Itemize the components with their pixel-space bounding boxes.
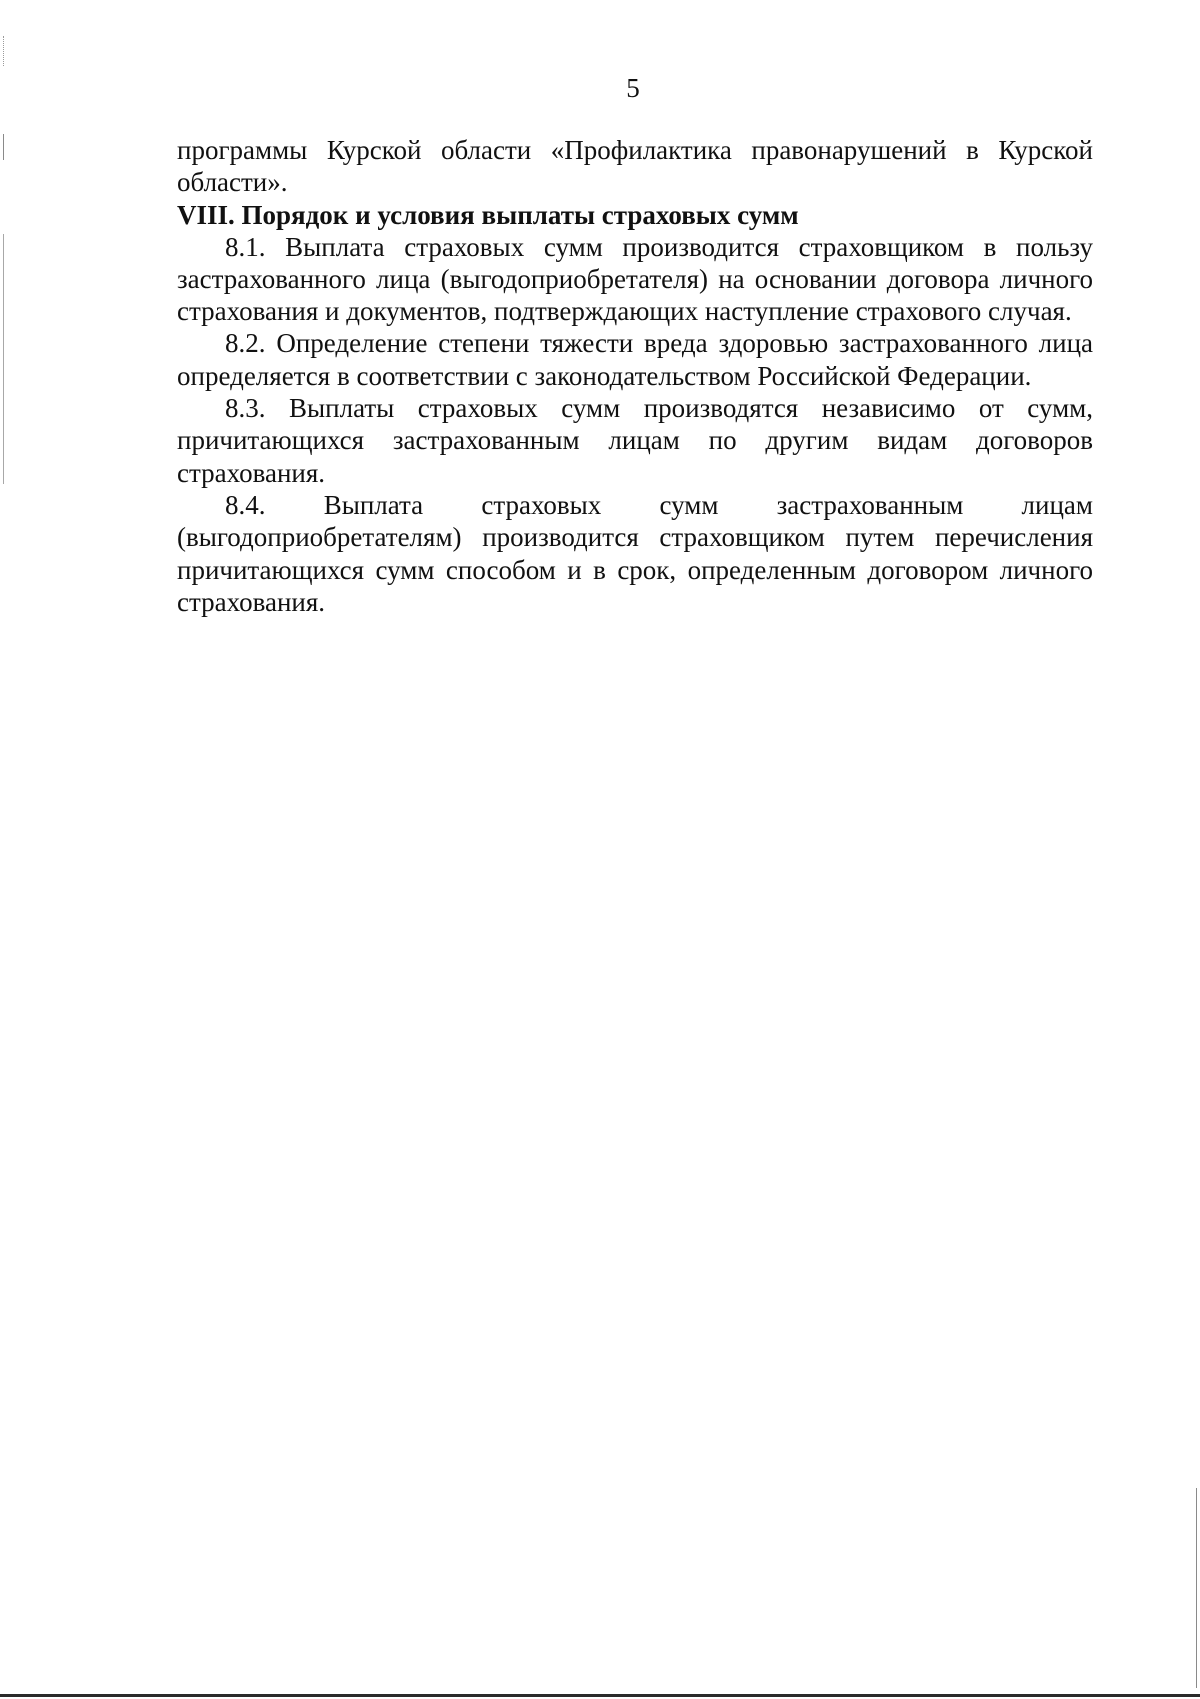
scan-edge-bottom (0, 1694, 1200, 1697)
paragraph-8-4: 8.4. Выплата страховых сумм застрахованным лицам (выгодоприобретателям) производится страховщиком путем перечисления причитающихся сумм способом и в срок, определенным договором личного страхования. (177, 489, 1093, 617)
paragraph-8-2: 8.2. Определение степени тяжести вреда здоровью застрахованного лица определяется в соответствии с законодательством Российской Федерации. (177, 328, 1093, 391)
paragraph-8-1: 8.1. Выплата страховых сумм производится страховщиком в пользу застрахованного лица (выгодоприобретателя) на основании договора личного страхования и документов, подтверждающих наступление страхового случая. (177, 231, 1093, 327)
document-body (177, 134, 1093, 618)
scan-edge-left-top (3, 36, 4, 66)
scan-edge-right (1196, 1488, 1197, 1688)
page-number: 5 (626, 73, 640, 103)
paragraph-8-3: 8.3. Выплаты страховых сумм производятся независимо от сумм, причитающихся застрахованным лицам по другим видам договоров страхования. (177, 393, 1093, 488)
lead-paragraph: программы Курской области «Профилактика правонарушений в Курской области». (177, 135, 1093, 198)
scan-edge-left-long (3, 234, 4, 484)
section-heading: VIII. Порядок и условия выплаты страховых сумм (177, 199, 799, 230)
scan-edge-left-mid (3, 134, 4, 160)
